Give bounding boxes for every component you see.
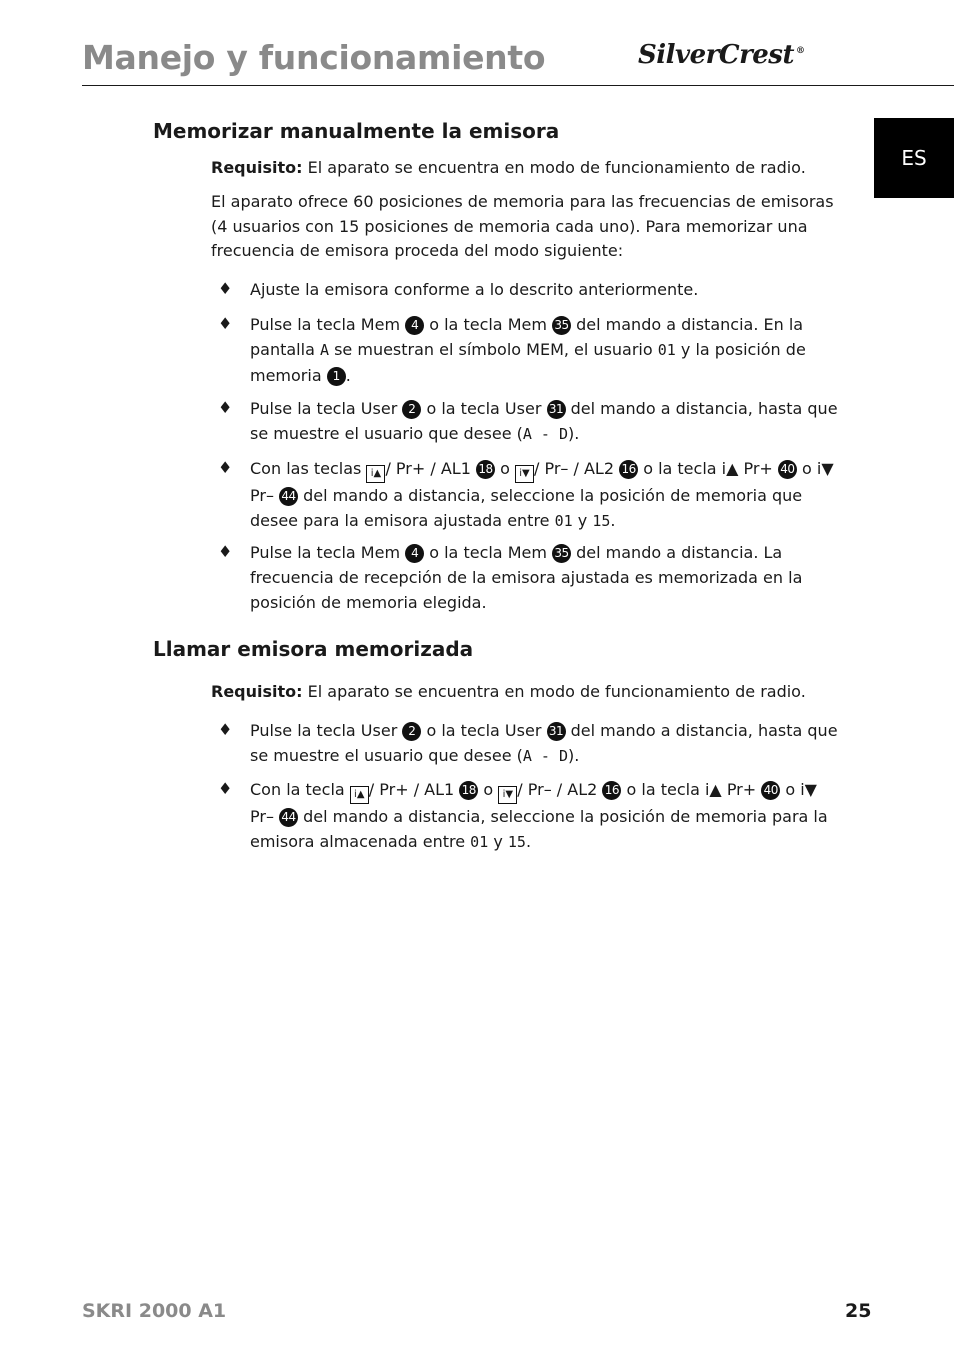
step-press-user: Pulse la tecla User 2 o la tecla User 31 del mando a distancia, hasta que se muestre el usuario que desee (A - D).	[250, 399, 838, 443]
lcd-glyph: A - D	[522, 425, 569, 443]
ref-number: 35	[552, 544, 571, 563]
bullet-icon: ♦	[218, 779, 233, 798]
ref-number: 18	[476, 460, 495, 479]
requisite-label: Requisito:	[211, 158, 303, 177]
bullet-icon: ♦	[218, 279, 233, 298]
bullet-icon: ♦	[218, 720, 233, 739]
registered-mark: ®	[795, 46, 805, 57]
bullet-icon: ♦	[218, 314, 233, 333]
intro-paragraph: El aparato ofrece 60 posiciones de memoria para las frecuencias de emisoras (4 usuarios con 15 posiciones de memoria cada uno). Para memorizar una frecuencia de emisora proceda del modo siguiente:	[211, 192, 834, 260]
brand-name: SilverCrest	[638, 40, 794, 70]
ref-number: 44	[279, 487, 298, 506]
step-select-stored: Con la tecla i▲ / Pr+ / AL1 18 o i▼ / Pr– / AL2 16 o la tecla i▲ Pr+ 40 o i▼ Pr– 44 del mando a distancia, seleccione la posición de memoria para la emisora almacenada entre 01 y 15.	[250, 780, 828, 851]
step-select-position: Con las teclas i▲ / Pr+ / AL1 18 o i▼ / Pr– / AL2 16 o la tecla i▲ Pr+ 40 o i▼ Pr– 44 del mando a distancia, seleccione la posición de memoria que desee para la emisora ajustada entre 01 y 15.	[250, 459, 834, 530]
lcd-glyph: 01	[554, 512, 573, 530]
step-press-user: Pulse la tecla User 2 o la tecla User 31 del mando a distancia, hasta que se muestre el usuario que desee (A - D).	[250, 721, 838, 765]
ref-number: 31	[547, 400, 566, 419]
lcd-glyph: 01	[657, 341, 676, 359]
lcd-glyph: A	[319, 341, 329, 359]
ref-number: 1	[327, 367, 346, 386]
page-title: Manejo y funcionamiento	[82, 38, 546, 77]
requisite-paragraph	[211, 156, 839, 181]
key-up-icon: i▲	[350, 786, 369, 804]
ref-number: 40	[761, 781, 780, 800]
ref-number: 16	[619, 460, 638, 479]
page-number: 25	[845, 1300, 872, 1322]
language-tab: ES	[874, 118, 954, 198]
ref-number: 2	[402, 722, 421, 741]
lcd-glyph: A - D	[522, 747, 569, 765]
footer-model: SKRI 2000 A1	[82, 1300, 227, 1322]
requisite-text: El aparato se encuentra en modo de funcionamiento de radio.	[307, 682, 806, 701]
ref-number: 18	[459, 781, 478, 800]
lcd-glyph: 15	[507, 833, 526, 851]
key-down-icon: i▼	[498, 786, 517, 804]
ref-number: 16	[602, 781, 621, 800]
bullet-icon: ♦	[218, 542, 233, 561]
step-store-frequency: Pulse la tecla Mem 4 o la tecla Mem 35 del mando a distancia. La frecuencia de recepción de la emisora ajustada es memorizada en la posición de memoria elegida.	[250, 543, 803, 612]
ref-number: 2	[402, 400, 421, 419]
requisite-label: Requisito:	[211, 682, 303, 701]
requisite-text: El aparato se encuentra en modo de funcionamiento de radio.	[307, 158, 806, 177]
ref-number: 4	[405, 316, 424, 335]
key-down-icon: i▼	[515, 465, 534, 483]
ref-number: 44	[279, 808, 298, 827]
bullet-icon: ♦	[218, 458, 233, 477]
key-up-icon: i▲	[366, 465, 385, 483]
section-heading-recall: Llamar emisora memorizada	[153, 637, 474, 661]
brand-logo	[638, 40, 804, 70]
step-press-mem: Pulse la tecla Mem 4 o la tecla Mem 35 del mando a distancia. En la pantalla A se muestran el símbolo MEM, el usuario 01 y la posición de memoria 1 .	[250, 315, 806, 385]
section-heading-memorize: Memorizar manualmente la emisora	[153, 119, 560, 143]
header-divider	[82, 85, 954, 86]
lcd-glyph: 15	[592, 512, 611, 530]
step-adjust-station: Ajuste la emisora conforme a lo descrito anteriormente.	[250, 280, 699, 299]
bullet-icon: ♦	[218, 398, 233, 417]
requisite-paragraph	[211, 680, 839, 705]
ref-number: 4	[405, 544, 424, 563]
ref-number: 40	[778, 460, 797, 479]
ref-number: 31	[547, 722, 566, 741]
lcd-glyph: 01	[470, 833, 489, 851]
ref-number: 35	[552, 316, 571, 335]
